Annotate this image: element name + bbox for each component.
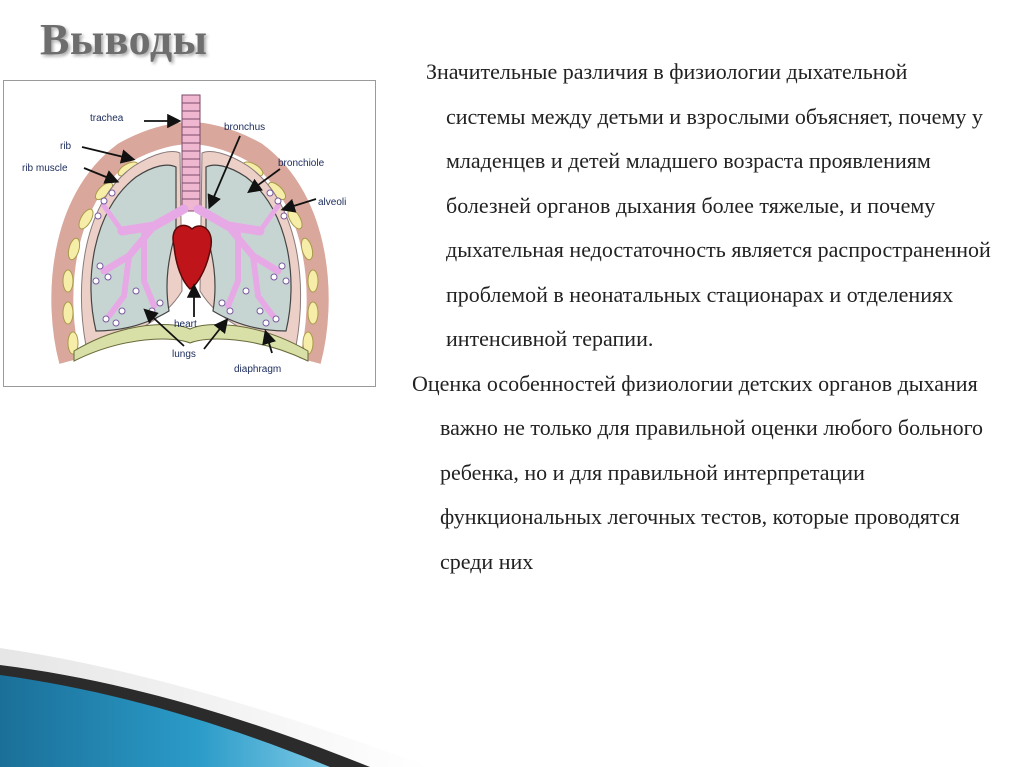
slide-title: Выводы [40,15,208,64]
label-heart: heart [174,319,197,330]
conclusion-paragraph-1: Значительные различия в физиологии дыхательной системы между детьми и взрослыми объясняет, почему у младенцев и детей младшего возраста проявлениям болезней органов дыхания более тяжелые, и почему дыхательная недостаточность является распространенной проблемой в неонатальных стационарах и отделениях интенсивной терапии. [426,59,991,351]
lungs-diagram [3,80,376,387]
trachea-rings [182,95,200,211]
label-alveoli: alveoli [318,197,347,208]
label-diaphragm: diaphragm [234,364,282,375]
label-lungs: lungs [172,349,196,360]
label-rib-muscle: rib muscle [22,163,68,174]
lungs-diagram-svg [4,81,377,388]
conclusion-paragraph-2: Оценка особенностей физиологии детских органов дыхания важно не только для правильной оценки любого больного ребенка, но и для правильной интерпретации функциональных легочных тестов, которые проводятся среди них [412,370,984,574]
label-bronchus: bronchus [224,122,266,133]
label-trachea: trachea [90,113,124,124]
conclusion-text [412,50,992,584]
label-bronchiole: bronchiole [278,158,325,169]
label-rib: rib [60,141,72,152]
